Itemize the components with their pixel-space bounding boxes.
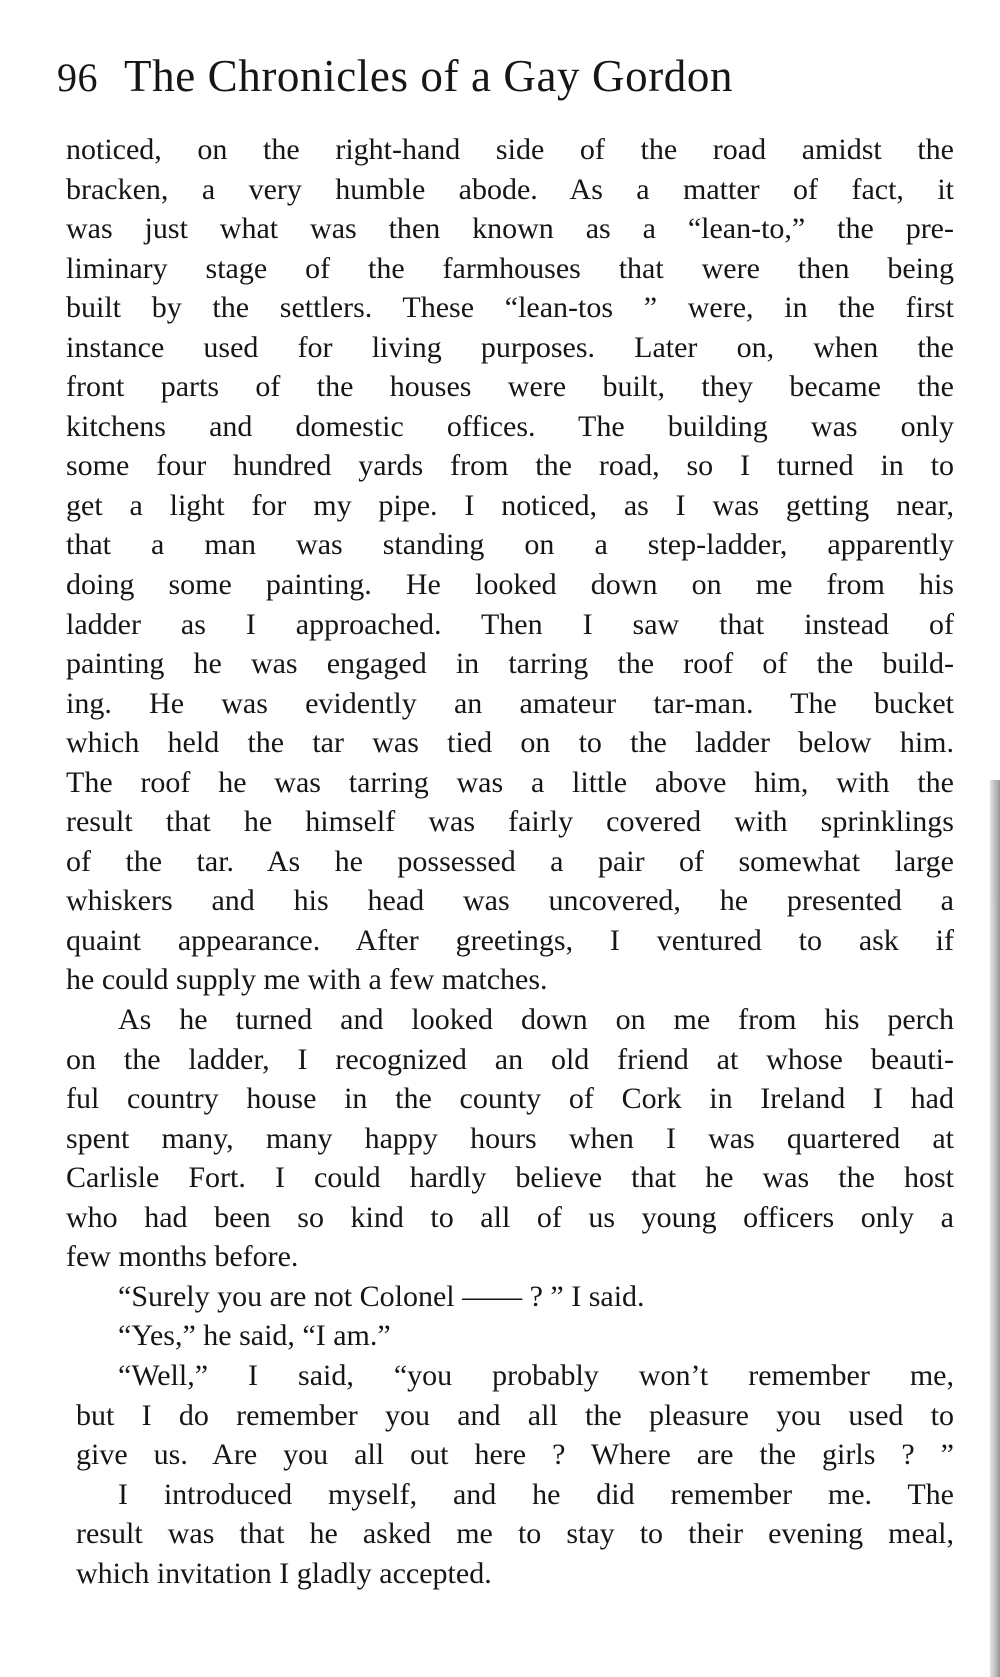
text-line: liminary stage of the farmhouses that were then being [66, 251, 954, 285]
running-header [57, 50, 957, 120]
text-line: ladder as I approached. Then I saw that instead of [66, 607, 954, 641]
text-line: quaint appearance. After greetings, I ventured to ask if [66, 923, 954, 957]
text-line: The roof he was tarring was a little above him, with the [66, 765, 954, 799]
text-line: front parts of the houses were built, they became the [66, 370, 954, 404]
text-line: instance used for living purposes. Later on, when the [66, 330, 954, 364]
text-line: ing. He was evidently an amateur tar-man. The bucket [66, 686, 954, 720]
dialogue-line: “Well,” I said, “you probably won’t remember me, [118, 1358, 954, 1392]
dialogue-line: “Surely you are not Colonel —— ? ” I said. [118, 1279, 645, 1313]
text-line: give us. Are you all out here ? Where are the girls ? ” [76, 1438, 954, 1472]
text-line: was just what was then known as a “lean-to,” the pre- [66, 212, 954, 246]
text-line: doing some painting. He looked down on me from his [66, 568, 954, 602]
text-line: Carlisle Fort. I could hardly believe that he was the host [66, 1161, 954, 1195]
text-line: painting he was engaged in tarring the roof of the build- [66, 647, 954, 681]
dialogue-line: “Yes,” he said, “I am.” [118, 1319, 391, 1353]
text-line: few months before. [66, 1240, 299, 1274]
text-line: bracken, a very humble abode. As a matter of fact, it [66, 172, 954, 206]
text-line: which held the tar was tied on to the ladder below him. [66, 726, 954, 760]
body-text [66, 130, 954, 1593]
page-edge-mark [994, 780, 997, 900]
text-line: noticed, on the right-hand side of the road amidst the [66, 133, 954, 166]
text-line: of the tar. As he possessed a pair of somewhat large [66, 844, 954, 878]
text-line: built by the settlers. These “lean-tos ” were, in the first [66, 291, 954, 325]
text-line: result was that he asked me to stay to their evening meal, [76, 1517, 954, 1551]
page-number: 96 [57, 55, 98, 100]
running-title: The Chronicles of a Gay Gordon [124, 51, 734, 101]
page-edge-shadow [990, 780, 1000, 1677]
text-line: that a man was standing on a step-ladder, apparently [66, 528, 954, 562]
paragraph-first-line: I introduced myself, and he did remember me. The [118, 1477, 954, 1511]
text-line: spent many, many happy hours when I was quartered at [66, 1121, 954, 1155]
text-line: but I do remember you and all the pleasure you used to [76, 1398, 954, 1432]
text-line: which invitation I gladly accepted. [76, 1556, 492, 1590]
text-line: whiskers and his head was uncovered, he presented a [66, 884, 954, 918]
text-line: some four hundred yards from the road, so I turned in to [66, 449, 954, 483]
text-line: ful country house in the county of Cork in Ireland I had [66, 1082, 954, 1116]
text-line: result that he himself was fairly covered with sprinklings [66, 805, 954, 839]
text-line: who had been so kind to all of us young officers only a [66, 1200, 954, 1234]
text-line: on the ladder, I recognized an old friend at whose beauti- [66, 1042, 954, 1076]
paragraph-first-line: As he turned and looked down on me from his perch [118, 1003, 954, 1037]
text-line: get a light for my pipe. I noticed, as I was getting near, [66, 488, 954, 522]
text-line: kitchens and domestic offices. The building was only [66, 409, 954, 443]
text-line: he could supply me with a few matches. [66, 963, 548, 997]
